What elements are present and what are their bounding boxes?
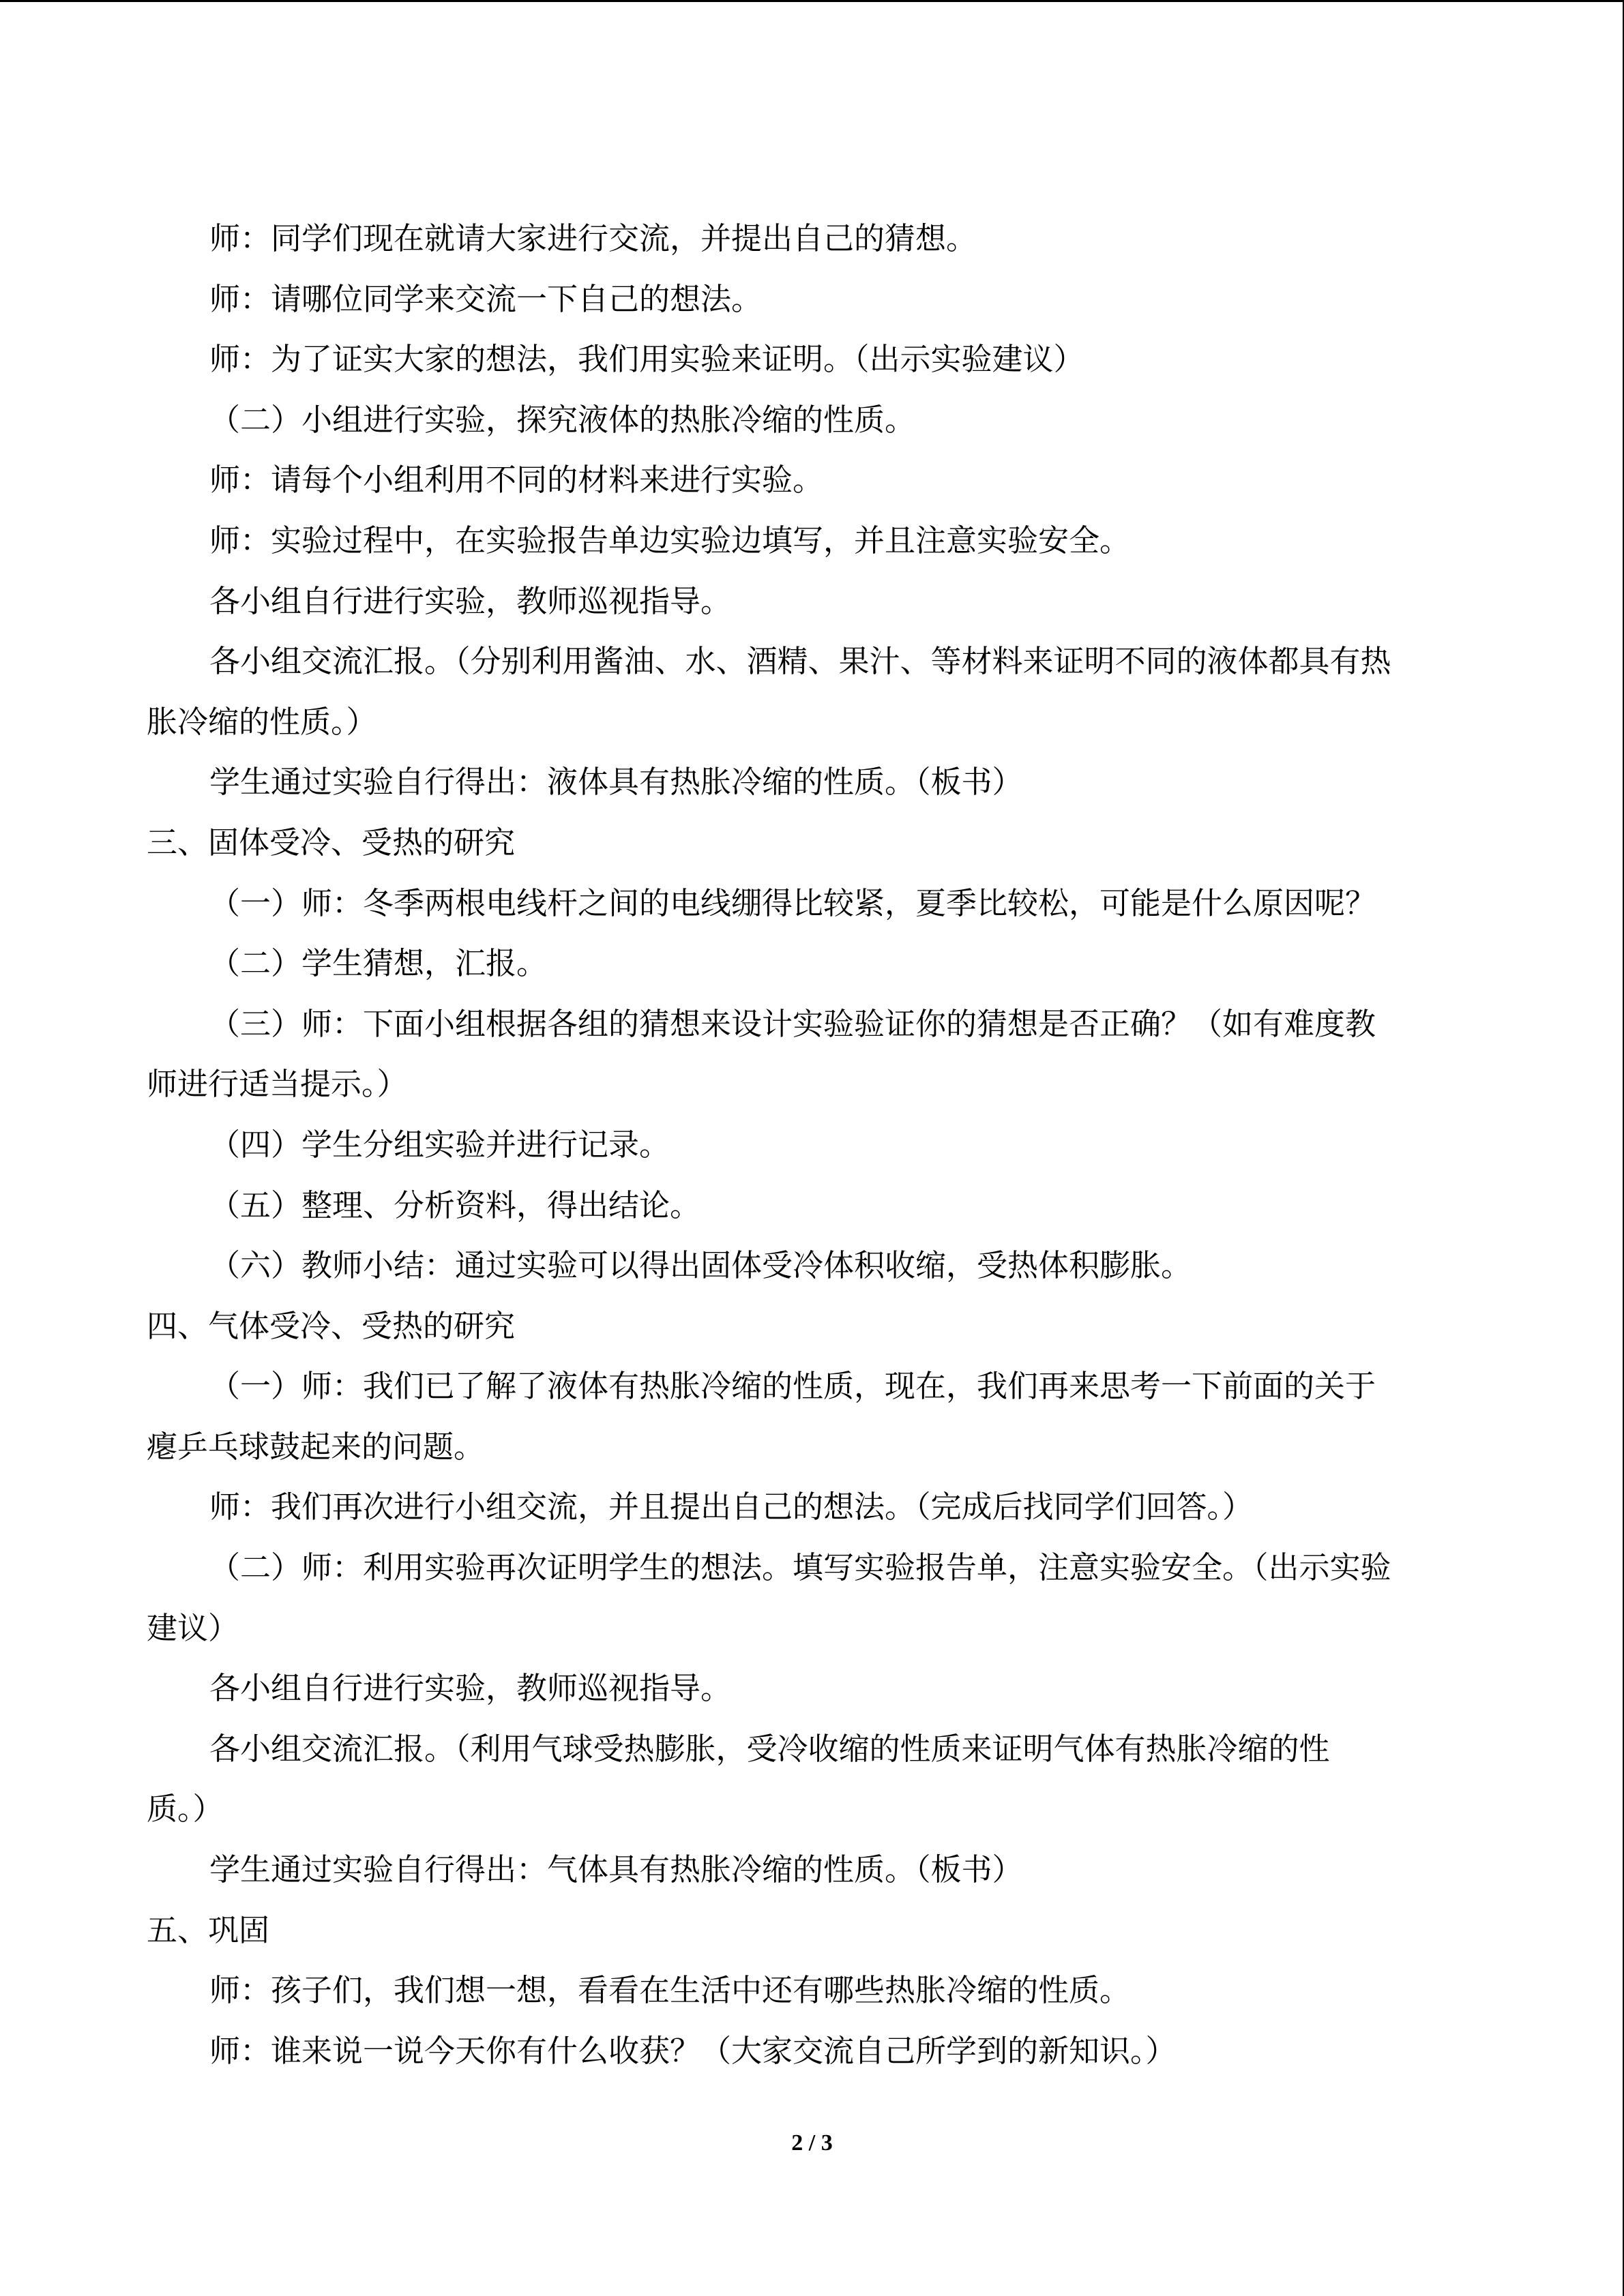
text-line: 各小组交流汇报。（分别利用酱油、水、酒精、果汁、等材料来证明不同的液体都具有热 [209, 643, 1391, 680]
text-line: （二）师：利用实验再次证明学生的想法。填写实验报告单，注意实验安全。（出示实验 [209, 1549, 1391, 1586]
text-line: 师：请每个小组利用不同的材料来进行实验。 [209, 462, 824, 498]
text-line: 师：谁来说一说今天你有什么收获？（大家交流自己所学到的新知识。） [209, 2032, 1177, 2069]
text-line: 胀冷缩的性质。） [147, 703, 377, 740]
text-line: （二）学生猜想，汇报。 [209, 945, 548, 982]
text-line: 质。） [147, 1791, 224, 1828]
text-line: 师：同学们现在就请大家进行交流，并提出自己的猜想。 [209, 220, 977, 256]
text-line: 瘪乒乓球鼓起来的问题。 [147, 1428, 485, 1465]
text-line: 各小组自行进行实验，教师巡视指导。 [209, 1670, 732, 1707]
text-line: （二）小组进行实验，探究液体的热胀冷缩的性质。 [209, 401, 916, 438]
text-line: 五、巩固 [147, 1911, 270, 1948]
text-line: （五）整理、分析资料，得出结论。 [209, 1187, 701, 1223]
text-line: （三）师：下面小组根据各组的猜想来设计实验验证你的猜想是否正确？（如有难度教 [209, 1005, 1376, 1042]
text-line: 师：为了证实大家的想法，我们用实验来证明。（出示实验建议） [209, 341, 1084, 378]
text-line: （一）师：冬季两根电线杆之间的电线绷得比较紧，夏季比较松，可能是什么原因呢？ [209, 884, 1376, 921]
text-line: 各小组交流汇报。（利用气球受热膨胀，受冷收缩的性质来证明气体有热胀冷缩的性 [209, 1730, 1330, 1767]
text-line: 师：我们再次进行小组交流，并且提出自己的想法。（完成后找同学们回答。） [209, 1489, 1254, 1525]
document-body [147, 209, 1480, 2081]
page-number: 2 / 3 [791, 2130, 833, 2156]
text-line: 建议） [147, 1609, 239, 1646]
text-line: 师：孩子们，我们想一想，看看在生活中还有哪些热胀冷缩的性质。 [209, 1972, 1131, 2009]
text-line: 四、气体受冷、受热的研究 [147, 1307, 516, 1344]
text-line: 三、固体受冷、受热的研究 [147, 824, 516, 861]
text-line: 学生通过实验自行得出：液体具有热胀冷缩的性质。（板书） [209, 764, 1023, 801]
top-border-line [0, 0, 1624, 2]
text-line: 师：请哪位同学来交流一下自己的想法。 [209, 280, 763, 317]
text-line: （六）教师小结：通过实验可以得出固体受冷体积收缩，受热体积膨胀。 [209, 1247, 1192, 1284]
text-line: （一）师：我们已了解了液体有热胀冷缩的性质，现在，我们再来思考一下前面的关于 [209, 1368, 1376, 1405]
text-line: 学生通过实验自行得出：气体具有热胀冷缩的性质。（板书） [209, 1851, 1023, 1888]
text-line: 师：实验过程中，在实验报告单边实验边填写，并且注意实验安全。 [209, 522, 1131, 558]
text-line: （四）学生分组实验并进行记录。 [209, 1126, 670, 1163]
text-line: 各小组自行进行实验，教师巡视指导。 [209, 582, 732, 619]
text-line: 师进行适当提示。） [147, 1066, 408, 1103]
